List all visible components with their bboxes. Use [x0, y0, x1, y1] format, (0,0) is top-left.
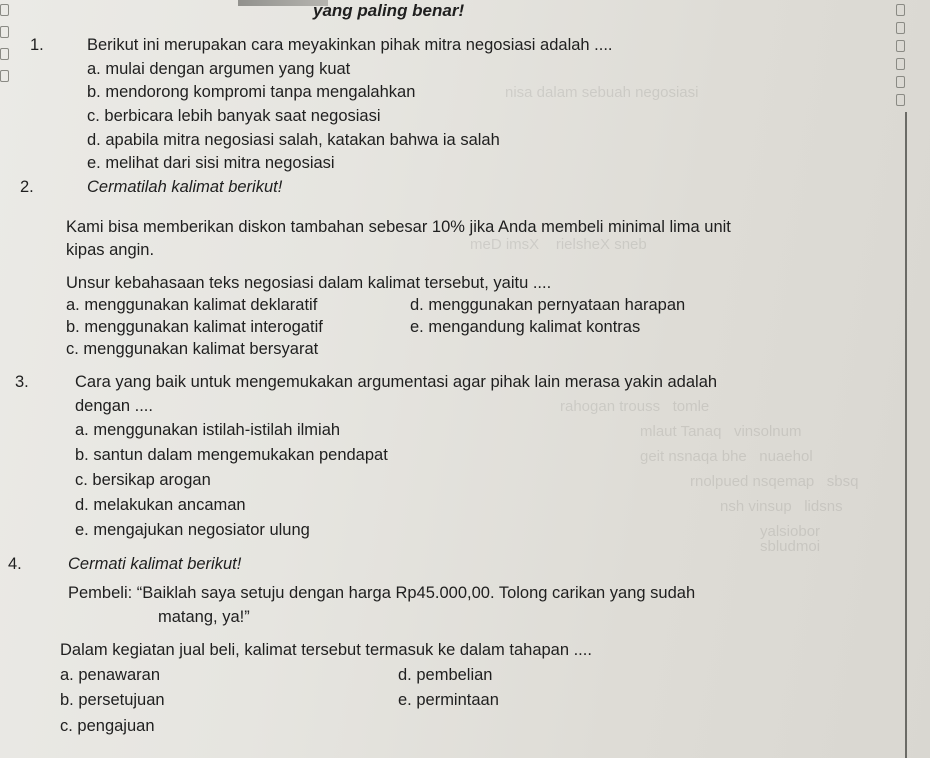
- quoted-sentence: Pembeli: “Baiklah saya setuju dengan harga Rp45.000,00. Tolong carikan yang sudah: [68, 584, 696, 602]
- answer-option[interactable]: c. pengajuan: [60, 717, 155, 735]
- answer-option[interactable]: b. mendorong kompromi tanpa mengalahkan: [87, 83, 416, 101]
- quoted-sentence: kipas angin.: [66, 241, 155, 259]
- answer-option[interactable]: e. mengandung kalimat kontras: [410, 318, 641, 336]
- quoted-sentence: Kami bisa memberikan diskon tambahan sebesar 10% jika Anda membeli minimal lima unit: [66, 218, 731, 236]
- answer-option[interactable]: a. menggunakan kalimat deklaratif: [66, 296, 318, 314]
- binding-ring-icon: [896, 76, 905, 88]
- answer-option[interactable]: e. permintaan: [398, 691, 499, 709]
- binding-ring-icon: [896, 22, 905, 34]
- question-stem: dengan ....: [75, 397, 153, 415]
- binding-ring-icon: [896, 40, 905, 52]
- answer-option[interactable]: c. menggunakan kalimat bersyarat: [66, 340, 319, 358]
- binding-ring-icon: [896, 4, 905, 16]
- question-number: 3.: [15, 373, 29, 391]
- answer-option[interactable]: a. penawaran: [60, 666, 160, 684]
- question-stem: Dalam kegiatan jual beli, kalimat tersebut termasuk ke dalam tahapan ....: [60, 641, 592, 659]
- question-stem: Cara yang baik untuk mengemukakan argumentasi agar pihak lain merasa yakin adalah: [75, 373, 718, 391]
- quoted-sentence: matang, ya!”: [158, 608, 250, 626]
- answer-option[interactable]: e. melihat dari sisi mitra negosiasi: [87, 154, 335, 172]
- answer-option[interactable]: d. menggunakan pernyataan harapan: [410, 296, 686, 314]
- question-instruction: Cermati kalimat berikut!: [68, 555, 242, 573]
- answer-option[interactable]: b. menggunakan kalimat interogatif: [66, 318, 323, 336]
- binding-ring-icon: [896, 94, 905, 106]
- answer-option[interactable]: d. pembelian: [398, 666, 493, 684]
- question-number: 2.: [20, 178, 34, 196]
- question-stem: Unsur kebahasaan teks negosiasi dalam kalimat tersebut, yaitu ....: [66, 274, 552, 292]
- answer-option[interactable]: a. menggunakan istilah-istilah ilmiah: [75, 421, 341, 439]
- answer-option[interactable]: b. santun dalam mengemukakan pendapat: [75, 446, 388, 464]
- binding-ring-icon: [0, 4, 9, 16]
- answer-option[interactable]: c. bersikap arogan: [75, 471, 211, 489]
- instruction-text: yang paling benar!: [313, 1, 465, 20]
- worksheet-page: nisa dalam sebuah negosiasi meD imsX rielsheX sneb rahogan trouss tomle mlaut Tanaq vinsolnum geit nsnaqa bhe nuaehol rnolpued nsqemap sbsq nsh vinsup lidsns yalsiobor sbludmoi yang paling benar! 1. Berikut ini merupakan cara meyakinkan pihak mitra negosiasi adalah .... a. mulai dengan argumen yang kuat b. mendorong kompromi tanpa mengalahkan c. berbicara lebih banyak saat negosiasi d. apabila mitra negosiasi salah, katakan bahwa ia salah e. melihat dari sisi mitra negosiasi 2. Cermatilah kalimat berikut! Kami bisa memberikan diskon tambahan sebesar 10% jika Anda membeli minimal lima unit kipas angin. Unsur kebahasaan teks negosiasi dalam kalimat tersebut, yaitu .... a. menggunakan kalimat deklaratif b. menggunakan kalimat interogatif c. menggunakan kalimat bersyarat d. menggunakan pernyataan harapan e. mengandung kalimat kontras 3. Cara yang baik untuk mengemukakan argumentasi agar pihak lain merasa yakin adalah dengan .... a. menggunakan istilah-istilah ilmiah b. santun dalam mengemukakan pendapat c. bersikap arogan d. melakukan ancaman e. mengajukan negosiator ulung 4. Cermati kalimat berikut! Pembeli: “Baiklah saya setuju dengan harga Rp45.000,00. Tolong carikan yang sudah matang, ya!” Dalam kegiatan jual beli, kalimat tersebut termasuk ke dalam tahapan .... a. penawaran b. persetujuan c. pengajuan d. pembelian e. permintaan: [0, 0, 930, 758]
- binding-ring-icon: [0, 26, 9, 38]
- question-number: 1.: [30, 36, 44, 54]
- question-instruction: Cermatilah kalimat berikut!: [87, 178, 283, 196]
- answer-option[interactable]: a. mulai dengan argumen yang kuat: [87, 60, 351, 78]
- answer-option[interactable]: c. berbicara lebih banyak saat negosiasi: [87, 107, 381, 125]
- answer-option[interactable]: b. persetujuan: [60, 691, 165, 709]
- binding-ring-icon: [0, 48, 9, 60]
- answer-option[interactable]: e. mengajukan negosiator ulung: [75, 521, 310, 539]
- question-number: 4.: [8, 555, 22, 573]
- binding-ring-icon: [896, 58, 905, 70]
- question-stem: Berikut ini merupakan cara meyakinkan pihak mitra negosiasi adalah ....: [87, 36, 613, 54]
- answer-option[interactable]: d. melakukan ancaman: [75, 496, 246, 514]
- binding-ring-icon: [0, 70, 9, 82]
- page-edge: [905, 112, 907, 758]
- answer-option[interactable]: d. apabila mitra negosiasi salah, katakan bahwa ia salah: [87, 131, 500, 149]
